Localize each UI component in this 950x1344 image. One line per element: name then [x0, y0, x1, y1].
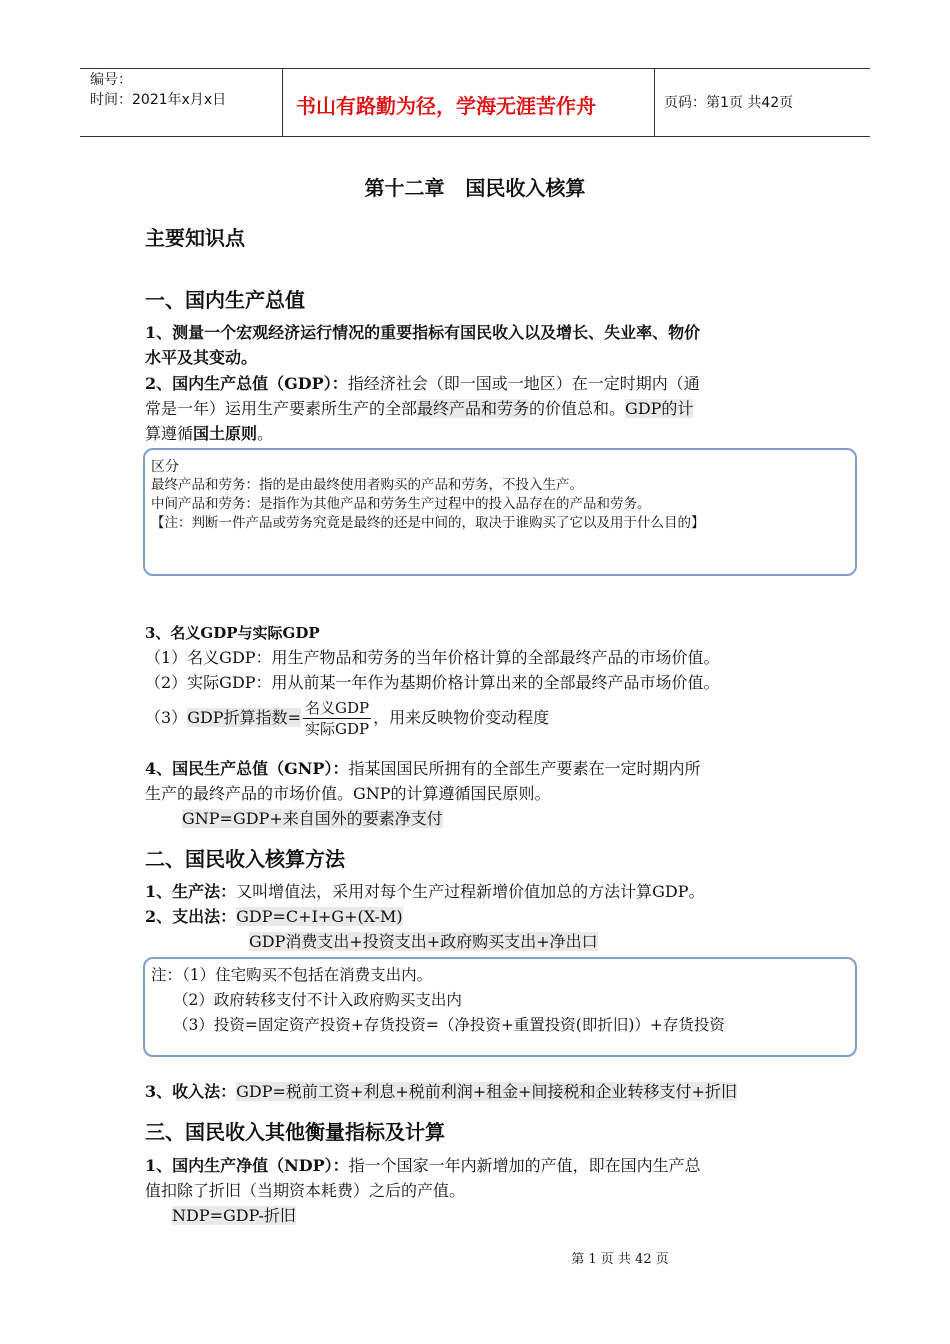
header-bottom-rule — [80, 136, 870, 137]
ndp-definition-line1 — [145, 1153, 701, 1179]
paragraph-line: （2）实际GDP：用从前某一年作为基期价格计算出来的全部最终产品市场价值。 — [145, 673, 720, 692]
highlight-span: NDP=GDP-折旧 — [172, 1206, 296, 1225]
note-title: 区分 — [151, 459, 179, 475]
note-line: 中间产品和劳务：是指作为其他产品和劳务生产过程中的投入品存在的产品和劳务。 — [151, 496, 651, 512]
note-line: （2）政府转移支付不计入政府购买支出内 — [173, 991, 462, 1009]
header-top-rule — [80, 68, 870, 69]
highlight-span: GDP的计 — [625, 399, 694, 418]
highlight-span: GDP=C+I+G+(X-M) — [236, 907, 403, 926]
gnp-formula — [182, 806, 443, 832]
paragraph-line: 水平及其变动。 — [145, 348, 258, 367]
chapter-title: 第十二章 国民收入核算 — [364, 176, 586, 200]
section-heading: 一、国内生产总值 — [145, 288, 305, 312]
text-span: （3） — [145, 708, 188, 727]
subheading: 3、名义GDP与实际GDP — [145, 624, 320, 642]
text-span: 的价值总和。 — [529, 399, 626, 418]
text-span: 常是一年）运用生产要素所生产的全部 — [145, 399, 418, 418]
gdp-definition-line2 — [145, 396, 693, 422]
highlight-span: GDP消费支出+投资支出+政府购买支出+净出口 — [249, 932, 598, 951]
method-label: 3、收入法： — [145, 1082, 237, 1101]
paragraph-line: （1）名义GDP：用生产物品和劳务的当年价格计算的全部最终产品的市场价值。 — [145, 648, 720, 667]
paragraph-line: 1、测量一个宏观经济运行情况的重要指标有国民收入以及增长、失业率、物价 — [145, 323, 701, 342]
note-line: 最终产品和劳务：指的是由最终使用者购买的产品和劳务，不投入生产。 — [151, 477, 583, 493]
highlight-span: GDP折算指数= — [187, 708, 301, 727]
key-points-heading: 主要知识点 — [145, 226, 245, 250]
method-production — [145, 879, 705, 905]
paragraph-line: 生产的最终产品的市场价值。GNP的计算遵循国民原则。 — [145, 784, 551, 803]
deflator-fraction — [303, 698, 371, 739]
gnp-term: 4、国民生产总值（GNP）： — [145, 759, 349, 778]
text-span: 指经济社会（即一国或一地区）在一定时期内（通 — [347, 374, 700, 393]
header-page-info: 页码：第1页 共42页 — [664, 95, 794, 111]
page-footer: 第 1 页 共 42 页 — [571, 1252, 669, 1267]
gdp-definition-line1 — [145, 371, 700, 397]
method-expenditure — [145, 904, 403, 930]
highlight-span: 最终产品和劳务 — [417, 399, 530, 418]
text-span: 指某国国民所拥有的全部生产要素在一定时期内所 — [348, 759, 701, 778]
gdp-definition-line3 — [145, 421, 273, 447]
note-line: （3）投资=固定资产投资+存货投资=（净投资+重置投资(即折旧)）+存货投资 — [173, 1016, 725, 1034]
gnp-definition-line1 — [145, 756, 700, 782]
text-span: 又叫增值法，采用对每个生产过程新增价值加总的方法计算GDP。 — [236, 882, 705, 901]
section-heading: 二、国民收入核算方法 — [145, 847, 345, 871]
highlight-span: GNP=GDP+来自国外的要素净支付 — [182, 809, 443, 828]
note-box-expenditure — [143, 957, 857, 1057]
header-slogan: 书山有路勤为径，学海无涯苦作舟 — [296, 94, 596, 118]
header-time-label: 时间：2021年x月x日 — [90, 92, 227, 108]
expenditure-formula-2 — [249, 929, 598, 955]
bold-span: 国土原则 — [193, 424, 258, 443]
text-span: 算遵循 — [145, 424, 194, 443]
header-number-label: 编号： — [90, 72, 132, 88]
method-label: 1、生产法： — [145, 882, 237, 901]
note-line: 【注：判断一件产品或劳务究竟是最终的还是中间的，取决于谁购买了它以及用于什么目的】 — [151, 515, 705, 531]
fraction-denominator: 实际GDP — [304, 720, 370, 738]
header-divider — [282, 68, 283, 136]
paragraph-line: 值扣除了折旧（当期资本耗费）之后的产值。 — [145, 1181, 466, 1200]
deflator-formula-line — [145, 698, 549, 739]
section-heading: 三、国民收入其他衡量指标及计算 — [145, 1120, 445, 1144]
header-divider — [654, 68, 655, 136]
note-line: 注：（1）住宅购买不包括在消费支出内。 — [151, 966, 433, 984]
text-span: 。 — [257, 424, 274, 443]
highlight-span: GDP=税前工资+利息+税前利润+租金+间接税和企业转移支付+折旧 — [236, 1082, 737, 1101]
ndp-formula — [172, 1203, 296, 1229]
ndp-term: 1、国内生产净值（NDP）： — [145, 1156, 349, 1175]
note-box-distinction — [143, 448, 857, 576]
gdp-term: 2、国内生产总值（GDP）： — [145, 374, 348, 393]
fraction-numerator: 名义GDP — [304, 699, 370, 717]
text-span: 指一个国家一年内新增加的产值，即在国内生产总 — [348, 1156, 701, 1175]
method-income — [145, 1079, 737, 1105]
method-label: 2、支出法： — [145, 907, 237, 926]
text-span: ，用来反映物价变动程度 — [373, 708, 550, 727]
